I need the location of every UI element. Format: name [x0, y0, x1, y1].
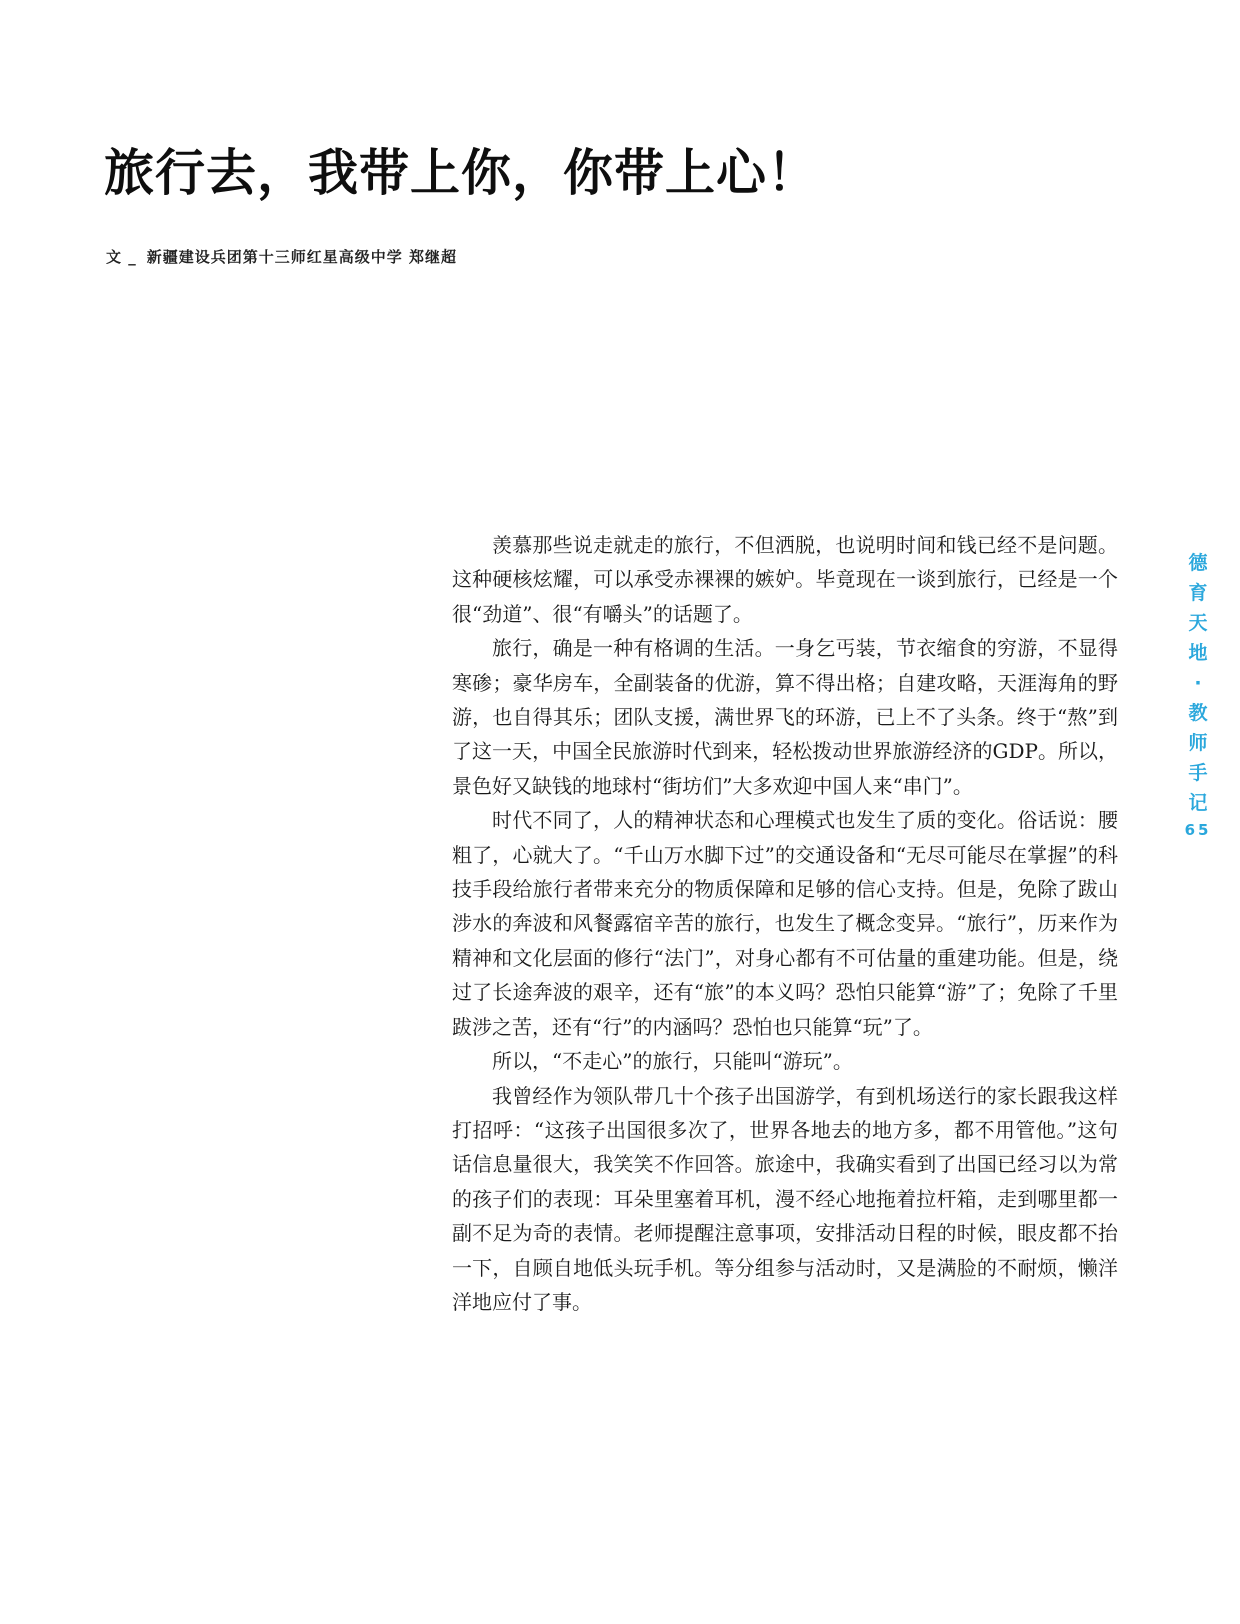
section-char: 教	[1188, 702, 1208, 724]
section-sidebar	[1184, 548, 1212, 840]
paragraph: 羡慕那些说走就走的旅行，不但洒脱，也说明时间和钱已经不是问题。这种硬核炫耀，可以承受赤裸裸的嫉妒。毕竟现在一谈到旅行，已经是一个很“劲道”、很“有嚼头”的话题了。	[452, 533, 1118, 626]
article-title: 旅行去，我带上你，你带上心！	[104, 143, 818, 202]
section-char: 德	[1188, 552, 1208, 574]
section-char: ·	[1194, 672, 1202, 694]
paragraph: 时代不同了，人的精神状态和心理模式也发生了质的变化。俗话说：腰粗了，心就大了。“千山万水脚下过”的交通设备和“无尽可能尽在掌握”的科技手段给旅行者带来充分的物质保障和足够的信心支持。但是，免除了跋山涉水的奔波和风餐露宿辛苦的旅行，也发生了概念变异。“旅行”，历来作为精神和文化层面的修行“法门”，对身心都有不可估量的重建功能。但是，绕过了长途奔波的艰辛，还有“旅”的本义吗？恐怕只能算“游”了；免除了千里跋涉之苦，还有“行”的内涵吗？恐怕也只能算“玩”了。	[452, 808, 1118, 1039]
page-number: 65	[1184, 821, 1212, 839]
section-char: 地	[1188, 642, 1208, 664]
byline-prefix: 文 _	[106, 248, 137, 266]
paragraph: 我曾经作为领队带几十个孩子出国游学，有到机场送行的家长跟我这样打招呼：“这孩子出国很多次了，世界各地去的地方多，都不用管他。”这句话信息量很大，我笑笑不作回答。旅途中，我确实看到了出国已经习以为常的孩子们的表现：耳朵里塞着耳机，漫不经心地拖着拉杆箱，走到哪里都一副不足为奇的表情。老师提醒注意事项，安排活动日程的时候，眼皮都不抬一下，自顾自地低头玩手机。等分组参与活动时，又是满脸的不耐烦，懒洋洋地应付了事。	[452, 1083, 1118, 1314]
paragraph: 所以，“不走心”的旅行，只能叫“游玩”。	[492, 1049, 853, 1074]
paragraph: 旅行，确是一种有格调的生活。一身乞丐装，节衣缩食的穷游，不显得寒碜；豪华房车，全副装备的优游，算不得出格；自建攻略，天涯海角的野游，也自得其乐；团队支援，满世界飞的环游，已上不了头条。终于“熬”到了这一天，中国全民旅游时代到来，轻松拨动世界旅游经济的GDP。所以，景色好又缺钱的地球村“街坊们”大多欢迎中国人来“串门”。	[452, 636, 1118, 798]
article-body	[452, 528, 1118, 1319]
section-char: 手	[1188, 762, 1208, 784]
byline-author: 新疆建设兵团第十三师红星高级中学 郑继超	[146, 248, 457, 266]
section-char: 师	[1188, 732, 1208, 754]
section-char: 天	[1188, 612, 1208, 634]
section-char: 育	[1188, 582, 1208, 604]
byline	[106, 246, 806, 268]
section-char: 记	[1188, 792, 1208, 814]
